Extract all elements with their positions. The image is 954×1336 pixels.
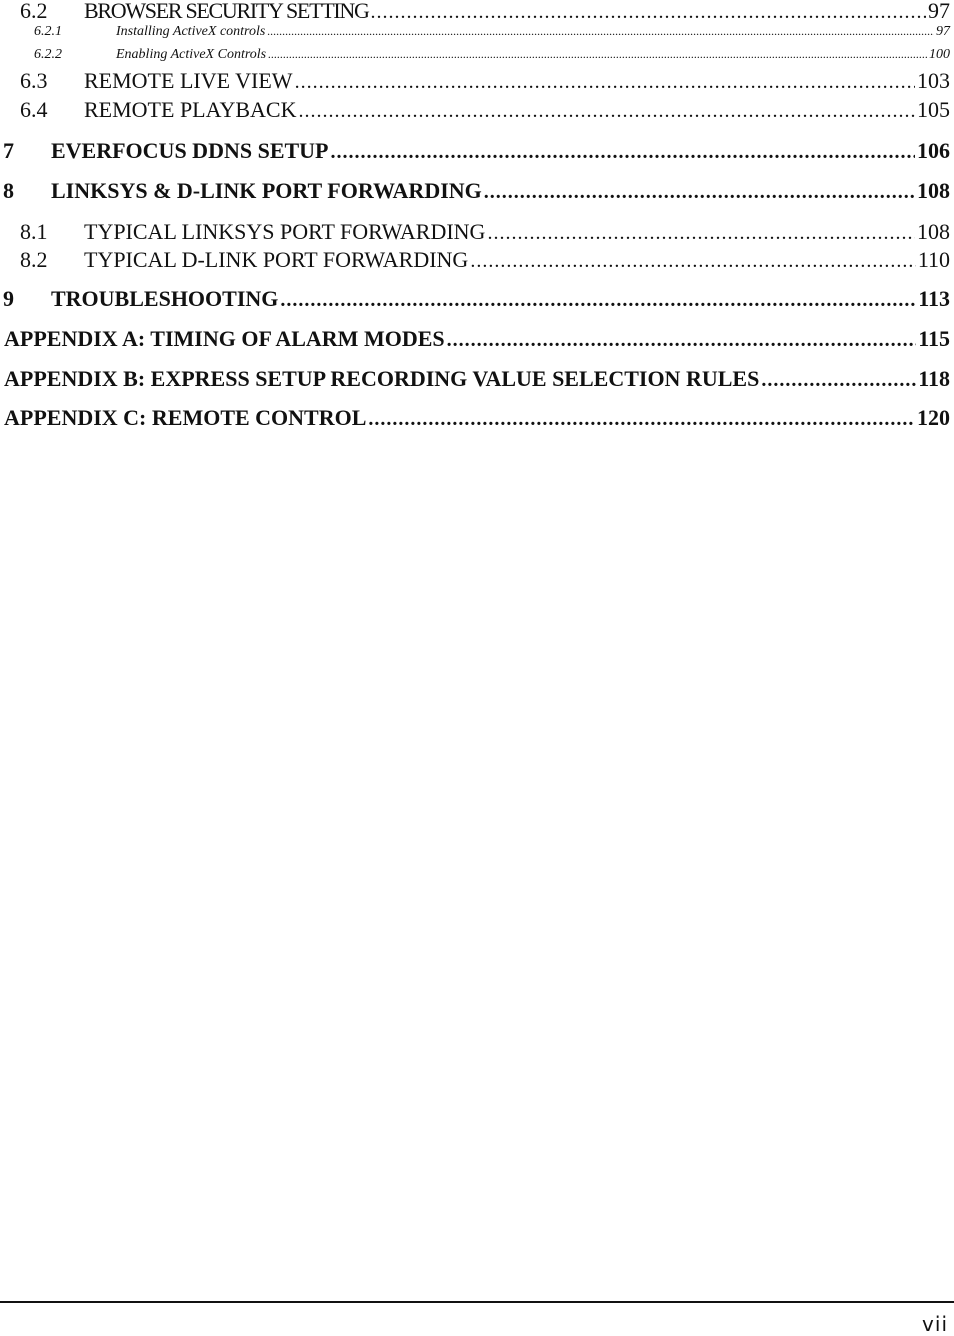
toc-entry-title: Enabling ActiveX Controls <box>116 47 267 62</box>
toc-entry-title: TYPICAL D-LINK PORT FORWARDING <box>84 247 469 272</box>
dot-leader <box>331 142 916 162</box>
toc-entry-title: APPENDIX B: EXPRESS SETUP RECORDING VALUE SELECTION RULES <box>4 366 760 391</box>
toc-entry-title: EVERFOCUS DDNS SETUP <box>51 138 329 163</box>
dot-leader <box>299 101 916 121</box>
toc-entry-page: 105 <box>917 97 950 122</box>
toc-entry-number: 9 <box>3 286 14 311</box>
toc-entry-title: TROUBLESHOOTING <box>51 286 279 311</box>
toc-entry[interactable] <box>0 288 950 310</box>
toc-entry-appendix[interactable] <box>0 368 950 390</box>
dot-leader <box>447 330 917 350</box>
footer-divider <box>0 1301 954 1303</box>
toc-entry[interactable] <box>0 180 950 202</box>
toc-entry-title: TYPICAL LINKSYS PORT FORWARDING <box>84 219 486 244</box>
toc-entry-page: 100 <box>929 47 950 62</box>
toc-entry-appendix[interactable] <box>0 328 950 350</box>
toc-entry-page: 115 <box>918 326 950 351</box>
toc-entry[interactable] <box>0 48 950 62</box>
toc-entry-number: 6.2.2 <box>34 47 62 62</box>
toc-entry-page: 118 <box>918 366 950 391</box>
toc-entry-number: 8 <box>3 178 14 203</box>
toc-entry-title: APPENDIX C: REMOTE CONTROL <box>4 405 367 430</box>
toc-entry-number: 8.2 <box>20 247 48 272</box>
dot-leader <box>487 223 915 243</box>
toc-entry-number: 6.2.1 <box>34 24 62 39</box>
toc-entry[interactable] <box>0 249 950 271</box>
toc-entry-title: APPENDIX A: TIMING OF ALARM MODES <box>4 326 445 351</box>
toc-entry-appendix[interactable] <box>0 407 950 429</box>
footer-page-number: vii <box>922 1312 948 1336</box>
dot-leader <box>280 290 916 310</box>
toc-entry-title: BROWSER SECURITY SETTING <box>84 0 369 23</box>
toc-entry-number: 6.4 <box>20 97 48 122</box>
toc-entry-page: 97 <box>936 24 950 39</box>
dot-leader <box>761 370 916 390</box>
dot-leader <box>368 409 915 429</box>
toc-entry-page: 120 <box>917 405 950 430</box>
dot-leader <box>295 72 915 92</box>
toc-entry-title: REMOTE PLAYBACK <box>84 97 297 122</box>
toc-entry-title: REMOTE LIVE VIEW <box>84 68 293 93</box>
toc-entry-page: 103 <box>917 68 950 93</box>
toc-entry[interactable] <box>0 25 950 39</box>
toc-entry[interactable] <box>0 221 950 243</box>
toc-entry-page: 108 <box>917 219 950 244</box>
toc-entry[interactable] <box>0 70 950 92</box>
toc-entry-number: 6.2 <box>20 0 48 23</box>
toc-entry-page: 106 <box>917 138 950 163</box>
dot-leader <box>267 25 934 37</box>
toc-entry-page: 110 <box>917 247 950 272</box>
dot-leader <box>268 48 927 60</box>
dot-leader <box>470 251 916 271</box>
toc-entry-page: 113 <box>918 286 950 311</box>
toc-entry-page: 97 <box>928 0 950 23</box>
toc-entry-number: 7 <box>3 138 14 163</box>
toc-entry-title: Installing ActiveX controls <box>116 24 266 39</box>
dot-leader <box>371 2 926 22</box>
toc-entry-number: 8.1 <box>20 219 48 244</box>
toc-entry-page: 108 <box>917 178 950 203</box>
dot-leader <box>484 182 915 202</box>
toc-entry-title: LINKSYS & D-LINK PORT FORWARDING <box>51 178 482 203</box>
toc-entry[interactable] <box>0 99 950 121</box>
toc-entry[interactable] <box>0 0 950 22</box>
toc-entry-number: 6.3 <box>20 68 48 93</box>
toc-entry[interactable] <box>0 140 950 162</box>
